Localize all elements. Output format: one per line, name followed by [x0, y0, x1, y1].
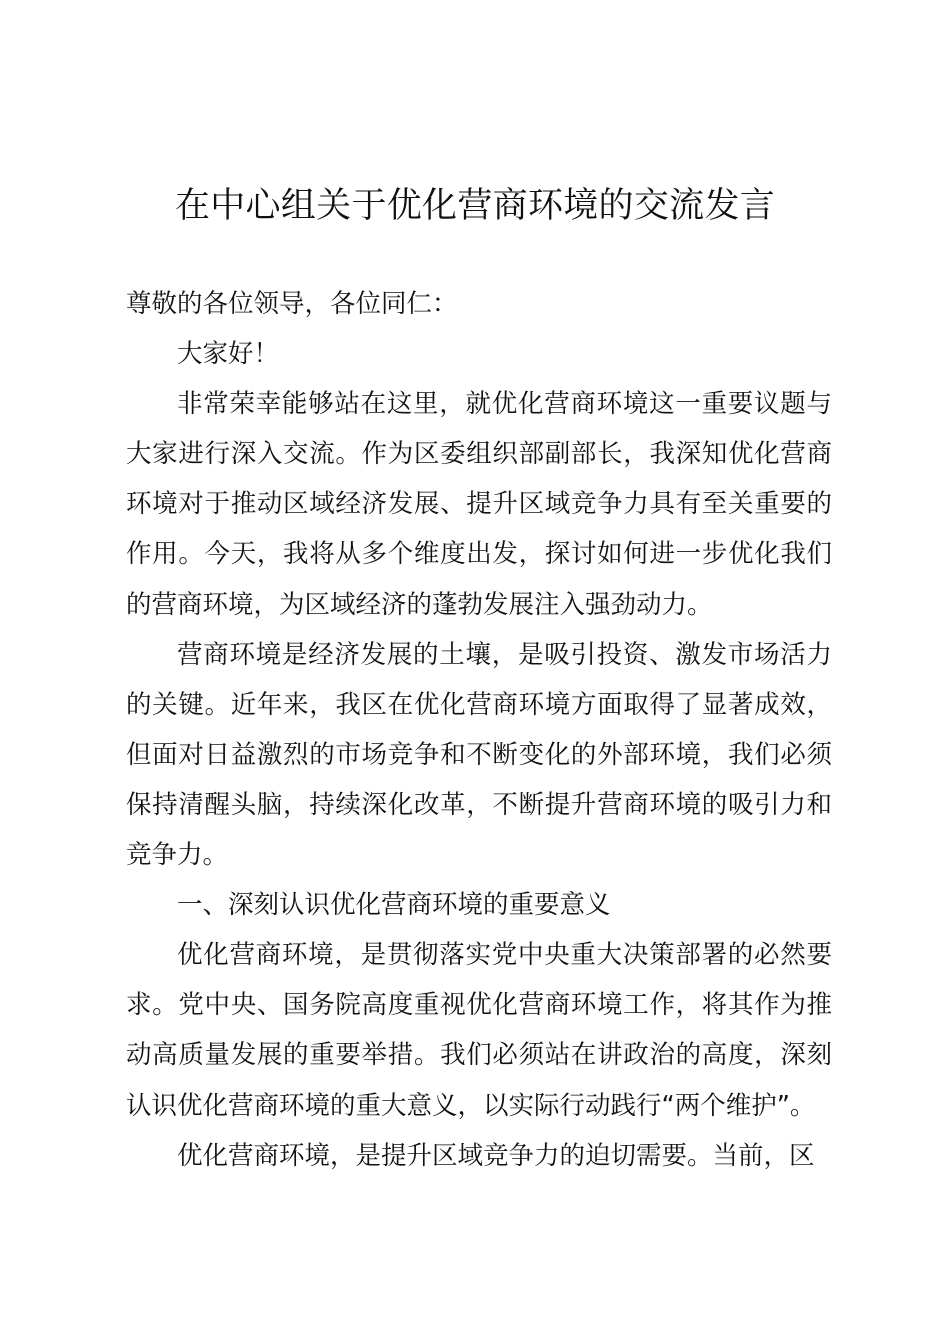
paragraph-greeting: 大家好！ [177, 339, 280, 370]
paragraph-intro: 非常荣幸能够站在这里，就优化营商环境这一重要议题与大家进行深入交流。作为区委组织部副部长，我深知优化营商环境对于推动区域经济发展、提升区域竞争力具有至关重要的作用。今天，我将从多个维度出发，探讨如何进一步优化我们的营商环境，为区域经济的蓬勃发展注入强劲动力。 [126, 389, 832, 620]
document-title: 在中心组关于优化营商环境的交流发言 [174, 186, 776, 226]
section-heading-1: 一、深刻认识优化营商环境的重要意义 [177, 890, 611, 921]
salutation: 尊敬的各位领导，各位同仁： [126, 289, 458, 319]
document-body [126, 279, 832, 1181]
paragraph-competitiveness: 优化营商环境，是提升区域竞争力的迫切需要。当前，区 [177, 1140, 815, 1171]
paragraph-context: 营商环境是经济发展的土壤，是吸引投资、激发市场活力的关键。近年来，我区在优化营商环境方面取得了显著成效，但面对日益激烈的市场竞争和不断变化的外部环境，我们必须保持清醒头脑，持续深化改革，不断提升营商环境的吸引力和竞争力。 [126, 639, 832, 871]
paragraph-significance: 优化营商环境，是贯彻落实党中央重大决策部署的必然要求。党中央、国务院高度重视优化营商环境工作，将其作为推动高质量发展的重要举措。我们必须站在讲政治的高度，深刻认识优化营商环境的重大意义，以实际行动践行“两个维护”。 [126, 940, 832, 1121]
